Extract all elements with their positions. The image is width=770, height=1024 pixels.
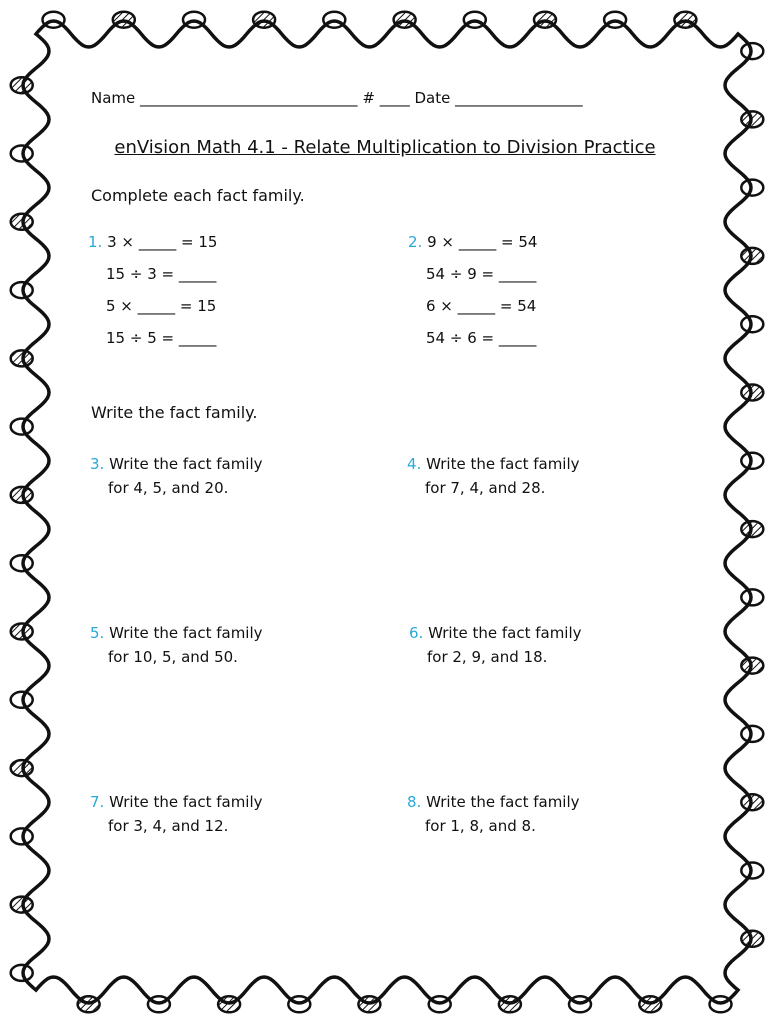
scallop-bump (741, 111, 763, 127)
date-label: Date (414, 89, 451, 107)
word-problem-8[interactable] (407, 790, 580, 838)
scallop-bump (741, 931, 763, 947)
word-problem-3[interactable] (90, 452, 263, 500)
problem-line[interactable]: 3 × _____ = 15 (107, 233, 218, 251)
problem-1 (88, 226, 217, 354)
problem-text: for 1, 8, and 8. (425, 817, 536, 835)
problem-text: for 4, 5, and 20. (108, 479, 229, 497)
problem-number: 1. (88, 233, 103, 251)
scallop-bump (534, 12, 556, 28)
scallop-bump (741, 248, 763, 264)
scallop-bump (11, 77, 33, 93)
problem-text: for 2, 9, and 18. (427, 648, 548, 666)
word-problem-7[interactable] (90, 790, 263, 838)
word-problem-6[interactable] (409, 621, 582, 669)
problem-number: 5. (90, 624, 105, 642)
scallop-bump (253, 12, 275, 28)
problem-text: Write the fact family (426, 455, 580, 473)
scallop-line (23, 21, 751, 1003)
problem-line[interactable]: 54 ÷ 9 = _____ (426, 265, 537, 283)
scallop-bump (741, 794, 763, 810)
scallop-bump (741, 521, 763, 537)
problem-line[interactable]: 5 × _____ = 15 (106, 297, 217, 315)
section2-instruction: Write the fact family. (91, 403, 258, 422)
problem-line[interactable]: 9 × _____ = 54 (427, 233, 538, 251)
scallop-bump (11, 760, 33, 776)
word-problem-4[interactable] (407, 452, 580, 500)
word-problem-5[interactable] (90, 621, 263, 669)
name-date-header (91, 89, 583, 107)
scallop-bump (11, 350, 33, 366)
problem-text: Write the fact family (109, 624, 263, 642)
problem-line[interactable]: 6 × _____ = 54 (426, 297, 537, 315)
problem-line[interactable]: 15 ÷ 5 = _____ (106, 329, 217, 347)
problem-text: Write the fact family (428, 624, 582, 642)
scallop-bump (499, 996, 521, 1012)
scallop-bump (358, 996, 380, 1012)
problem-number: 4. (407, 455, 422, 473)
name-label: Name (91, 89, 136, 107)
problem-text: for 7, 4, and 28. (425, 479, 546, 497)
scallop-bump (78, 996, 100, 1012)
scallop-bump (639, 996, 661, 1012)
scallop-bump (113, 12, 135, 28)
problem-2 (408, 226, 537, 354)
scallop-bump (741, 658, 763, 674)
name-blank[interactable]: _____________________________ (140, 89, 358, 107)
scallop-bump (674, 12, 696, 28)
problem-number: 6. (409, 624, 424, 642)
problem-line[interactable]: 15 ÷ 3 = _____ (106, 265, 217, 283)
problem-number: 3. (90, 455, 105, 473)
scallop-bump (11, 897, 33, 913)
date-blank[interactable]: _________________ (455, 89, 583, 107)
problem-text: Write the fact family (109, 455, 263, 473)
number-label: # (362, 89, 375, 107)
problem-text: for 10, 5, and 50. (108, 648, 238, 666)
number-blank[interactable]: ____ (379, 89, 410, 107)
scallop-bump (11, 624, 33, 640)
problem-line[interactable]: 54 ÷ 6 = _____ (426, 329, 537, 347)
problem-number: 8. (407, 793, 422, 811)
problem-number: 2. (408, 233, 423, 251)
page-title: enVision Math 4.1 - Relate Multiplication to Division Practice (114, 137, 656, 158)
scallop-bump (11, 214, 33, 230)
problem-text: Write the fact family (426, 793, 580, 811)
problem-text: for 3, 4, and 12. (108, 817, 229, 835)
scallop-bump (11, 487, 33, 503)
problem-number: 7. (90, 793, 105, 811)
problem-text: Write the fact family (109, 793, 263, 811)
scallop-bump (394, 12, 416, 28)
section1-instruction: Complete each fact family. (91, 186, 305, 205)
scallop-bump (741, 385, 763, 401)
scallop-bump (218, 996, 240, 1012)
